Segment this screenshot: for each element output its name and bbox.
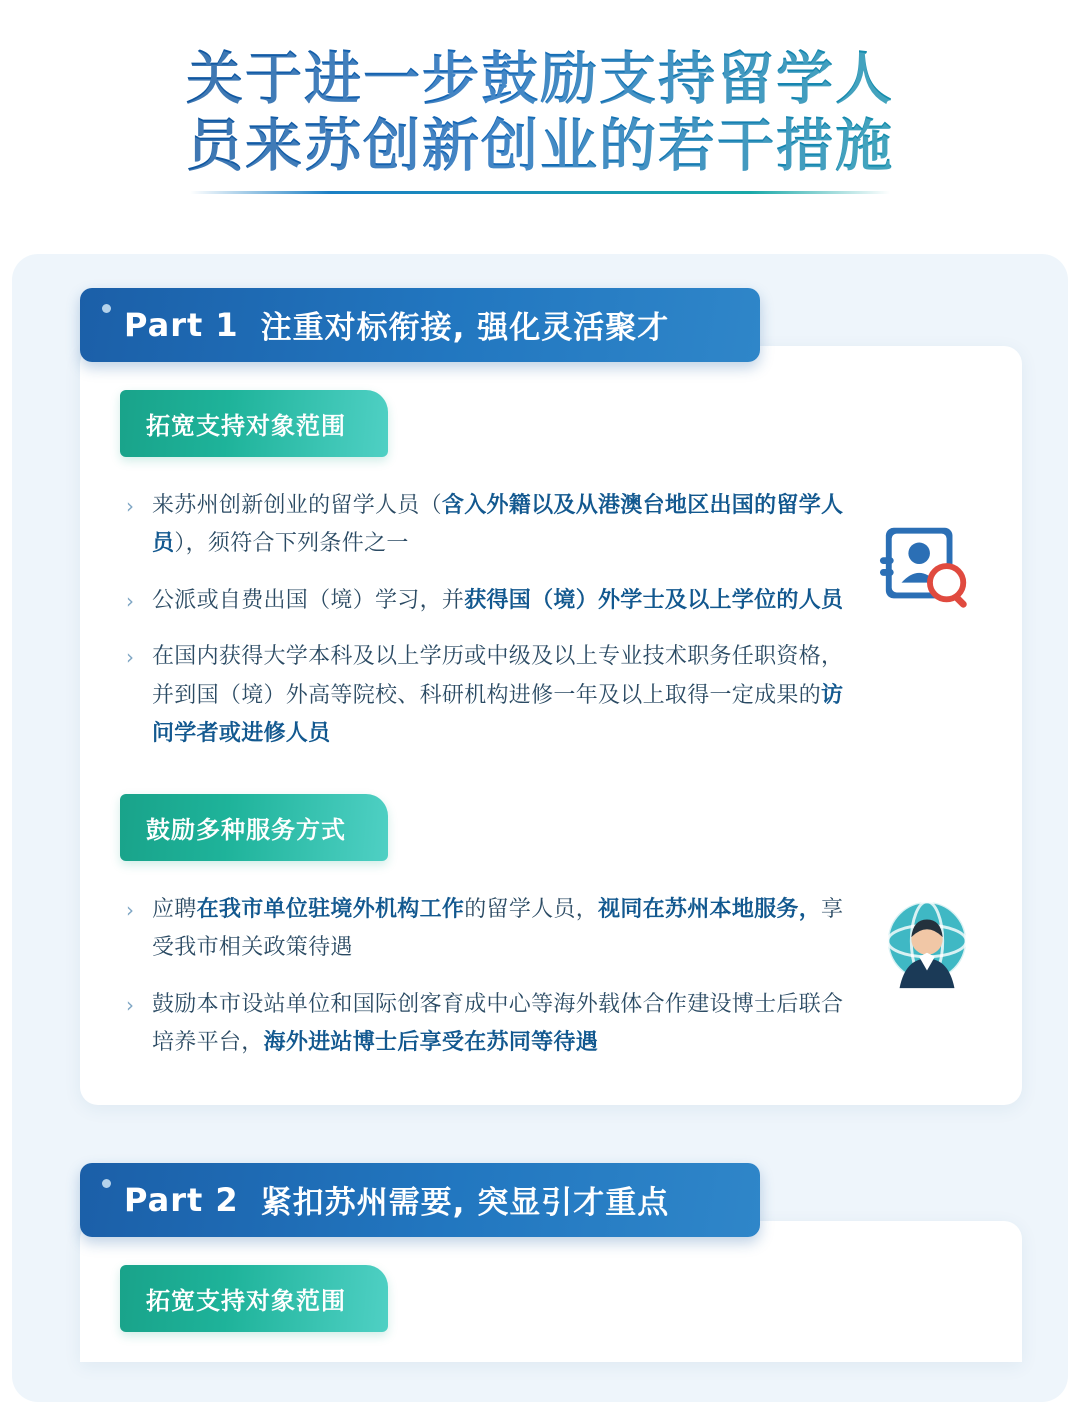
page-title-line-2: 员来苏创新创业的若干措施 [0,113,1080,180]
page-title [0,0,1080,194]
bullet-text: 来苏州创新创业的留学人员（含入外籍以及从港澳台地区出国的留学人员），须符合下列条件之一 [152,492,844,556]
subheading-pill: 拓宽支持对象范围 [120,390,388,457]
title-underline [190,191,890,194]
part-section-1 [34,288,1046,1105]
subheading-pill: 拓宽支持对象范围 [120,1265,388,1332]
bullet-text: 鼓励本市设站单位和国际创客育成中心等海外载体合作建设博士后联合培养平台，海外进站博士后享受在苏同等待遇 [152,991,844,1055]
list-item [120,891,982,968]
part-label-1: Part 1 [124,305,239,344]
bullet-text: 公派或自费出国（境）学习，并获得国（境）外学士及以上学位的人员 [152,587,844,613]
list-item [120,638,982,754]
content-block-1-1 [120,390,982,754]
page-title-line-1: 关于进一步鼓励支持留学人 [0,46,1080,113]
part-title-2: 紧扣苏州需要, 突显引才重点 [260,1185,670,1221]
list-item [120,986,982,1063]
part-header-1 [80,288,760,362]
bullet-text: 应聘在我市单位驻境外机构工作的留学人员，视同在苏州本地服务，享受我市相关政策待遇 [152,896,844,960]
list-item [120,487,982,564]
bullet-text: 在国内获得大学本科及以上学历或中级及以上专业技术职务任职资格，并到国（境）外高等院校、科研机构进修一年及以上取得一定成果的访问学者或进修人员 [152,644,844,746]
bullet-list-1-2 [120,891,982,1063]
content-block-2-1 [120,1265,982,1362]
subheading-pill: 鼓励多种服务方式 [120,794,388,861]
part-title-1: 注重对标衔接, 强化灵活聚才 [260,310,670,346]
content-panel [12,254,1068,1402]
part-section-2 [34,1163,1046,1362]
content-block-1-2 [120,794,982,1063]
part-body-2 [80,1221,1022,1362]
bullet-list-1-1 [120,487,982,754]
part-label-2: Part 2 [124,1180,239,1219]
part-header-2 [80,1163,760,1237]
part-body-1 [80,346,1022,1105]
list-item [120,582,982,621]
